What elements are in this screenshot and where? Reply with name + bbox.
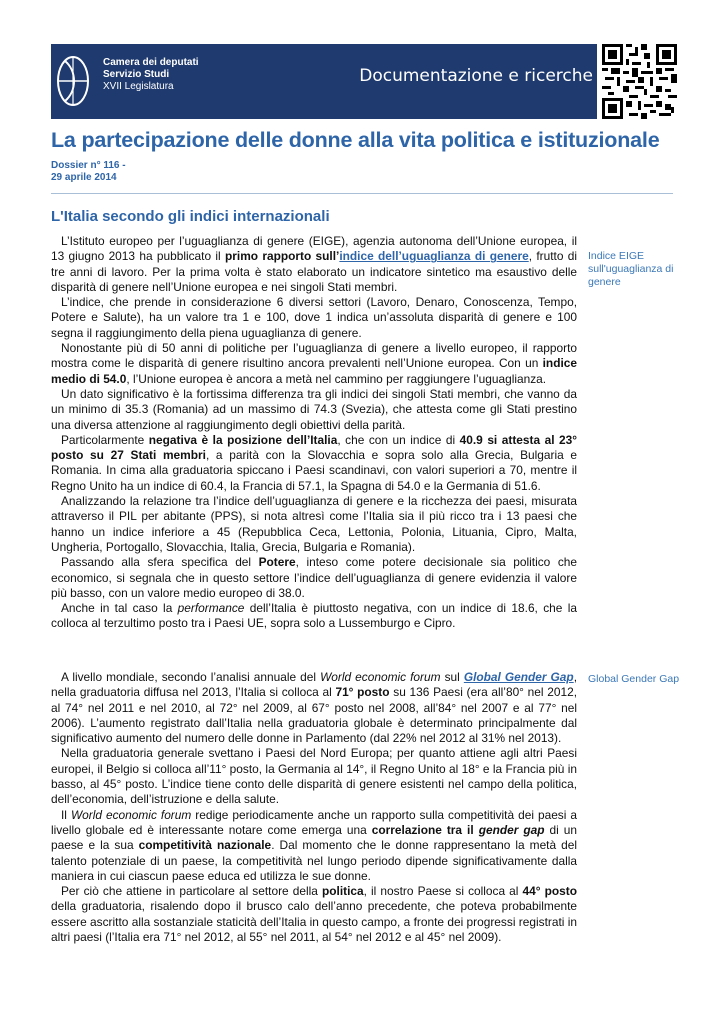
eige-index-link[interactable]: indice dell’uguaglianza di genere xyxy=(339,249,529,264)
organization-name xyxy=(103,57,199,93)
paragraph: Nonostante più di 50 anni di politiche per l’uguaglianza di genere a livello europeo, il rapporto mostra come le disparità di genere risultino ancora prevalenti nell’Unione europea. Con un indice medio di 54.0, l’Unione europea è ancora a metà nel cammino per raggiungere l’uguaglianza. xyxy=(51,341,577,386)
paragraph: L’indice, che prende in considerazione 6 diversi settori (Lavoro, Denaro, Conoscenza, Tempo, Potere e Salute), ha un valore tra 1 e 100, dove 1 indica un’assoluta disparità di genere e 100 segna il raggiungimento della piena uguaglianza di genere. xyxy=(51,295,577,340)
paragraph: Il World economic forum redige periodicamente anche un rapporto sulla competitività dei paesi a livello globale ed è interessante notare come emerga una correlazione tra il gender gap di un paese e la sua competitività nazionale. Dal momento che le donne rappresentano la metà del talento potenziale di un paese, la competitività nel lungo periodo dipende significativamente dalla maniera in cui ciascun paese educa ed utilizza le sue donne. xyxy=(51,807,578,883)
paragraph: Particolarmente negativa è la posizione dell’Italia, che con un indice di 40.9 si attesta al 23° posto su 27 Stati membri, a parità con la Slovacchia e sopra solo alla Grecia, Bulgaria e Romania. In cima alla graduatoria spiccano i Paesi scandinavi, con valori superiori a 70, mentre il Regno Unito ha un indice di 60.4, la Francia di 57.1, la Spagna di 54.0 e la Germania di 51.6. xyxy=(51,432,578,493)
body-global-gender-gap xyxy=(51,670,577,945)
dossier-number: Dossier n° 116 - xyxy=(51,160,126,171)
sidenote-global-gender-gap: Global Gender Gap xyxy=(588,673,680,685)
org-line-1: Camera dei deputati xyxy=(103,57,199,68)
global-gender-gap-link[interactable]: Global Gender Gap xyxy=(463,670,574,684)
paragraph: Un dato significativo è la fortissima differenza tra gli indici dei singoli Stati membri, che vanno da un minimo di 35.3 (Romania) ad un massimo di 74.3 (Svezia), che attesta come gli Stati prestino una diversa attenzione al raggiungimento degli obiettivi della parità. xyxy=(51,386,577,432)
paragraph: Nella graduatoria generale svettano i Paesi del Nord Europa; per quanto attiene agli altri Paesi europei, il Belgio si colloca all’11° posto, la Germania al 14°, il Regno Unito al 18° e la Francia più in basso, al 45° posto. L’indice tiene conto delle disparità di genere esistenti nel campo della politica, dell’economia, dell’istruzione e della salute. xyxy=(51,746,577,807)
dossier-info xyxy=(51,160,126,184)
body-eige xyxy=(51,234,577,632)
paragraph: Analizzando la relazione tra l’indice dell’uguaglianza di genere e la ricchezza dei paesi, misurata attraverso il PIL per abitante (PPS), si nota altresì come l’Italia sia il più ricco tra i 13 paesi che hanno un indice inferiore a 45 (Repubblica Ceca, Lettonia, Polonia, Lituania, Cipro, Malta, Ungheria, Portogallo, Slovacchia, Italia, Grecia, Bulgaria e Romania). xyxy=(51,494,577,554)
page-title: La partecipazione delle donne alla vita politica e istituzionale xyxy=(51,128,660,152)
paragraph: A livello mondiale, secondo l’analisi annuale del World economic forum sul Global Gender Gap, nella graduatoria diffusa nel 2013, l’Italia si colloca al 71° posto su 136 Paesi (era all’80° nel 2012, al 74° nel 2011 e nel 2010, al 72° nel 2009, al 67° posto nel 2008, all’84° nel 2007 e al 77° nel 2006). L’aumento registrato dall’Italia nella graduatoria globale è determinato principalmente dal significativo aumento del numero delle donne in Parlamento (dal 22% nel 2012 al 31% nel 2013). xyxy=(51,670,577,746)
qr-code-icon[interactable] xyxy=(602,44,677,119)
paragraph: L’Istituto europeo per l’uguaglianza di genere (EIGE), agenzia autonoma dell’Unione europea, il 13 giugno 2013 ha pubblicato il primo rapporto sull’indice dell’uguaglianza di genere, frutto di tre anni di lavoro. Per la prima volta è stato elaborato un indicatore sintetico ma esaustivo delle disparità di genere nell’Unione europea e nei singoli Stati membri. xyxy=(51,234,578,294)
section-title: L'Italia secondo gli indici internazionali xyxy=(51,208,330,225)
paragraph: Passando alla sfera specifica del Potere, inteso come potere decisionale sia politico che economico, si segnala che in questo settore l’indice dell’uguaglianza di genere evidenzia il valore più basso, con un valore medio europeo di 38.0. xyxy=(51,555,577,600)
paragraph: Per ciò che attiene in particolare al settore della politica, il nostro Paese si colloca al 44° posto della graduatoria, risalendo dopo il brusco calo dell’anno precedente, che poteva probabilmente essere ascritto alla sostanziale staticità dell’Italia in questo campo, a fronte dei progressi registrati in altri paesi (l’Italia era 71° nel 2012, al 55° nel 2011, al 54° nel 2012 e al 45° nel 2009). xyxy=(51,884,577,945)
org-line-3: XVII Legislatura xyxy=(103,81,174,92)
dossier-date: 29 aprile 2014 xyxy=(51,172,117,183)
camera-logo-icon xyxy=(55,53,91,109)
divider xyxy=(51,193,673,194)
paragraph: Anche in tal caso la performance dell’Italia è piuttosto negativa, con un indice di 18.6, che la colloca al terzultimo posto tra i Paesi UE, sopra solo a Lussemburgo e Cipro. xyxy=(51,601,577,631)
doc-type: Documentazione e ricerche xyxy=(359,66,593,86)
sidenote-eige: Indice EIGE sull'uguaglianza di genere xyxy=(588,250,674,288)
org-line-2: Servizio Studi xyxy=(103,69,170,80)
header-banner xyxy=(51,44,597,119)
